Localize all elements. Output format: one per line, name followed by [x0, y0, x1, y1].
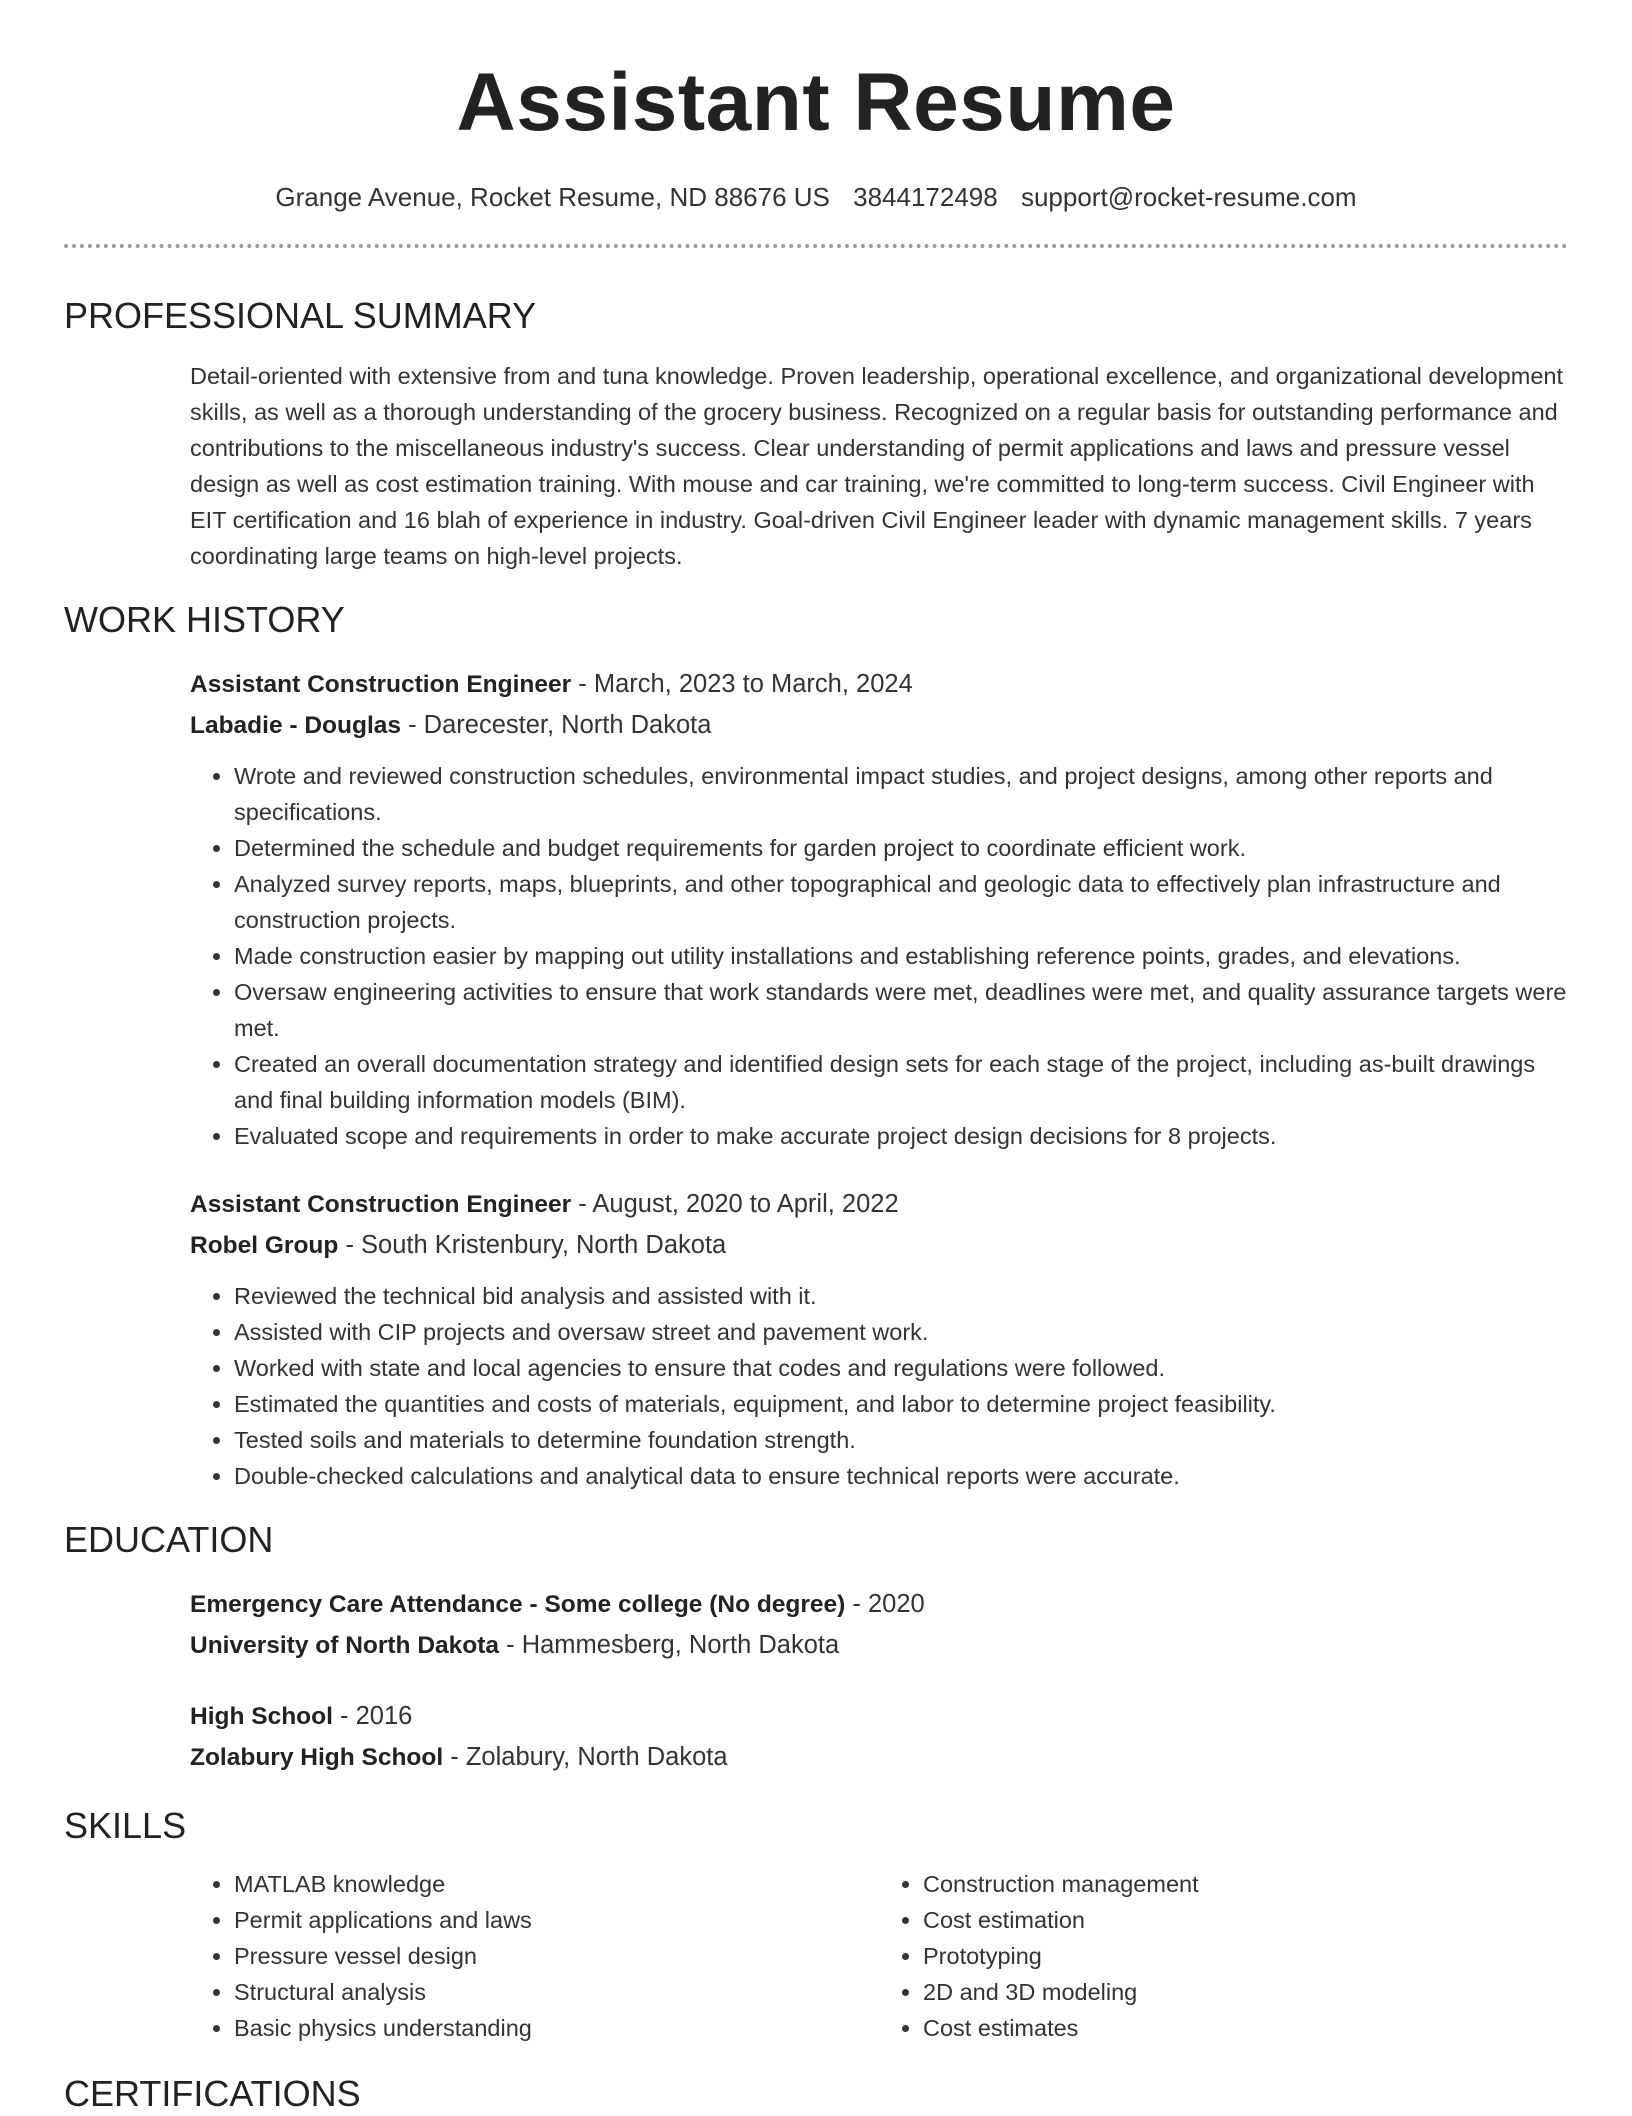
work-history-heading: WORK HISTORY	[64, 599, 345, 640]
job-dates: - August, 2020 to April, 2022	[571, 1190, 899, 1218]
certifications-heading: CERTIFICATIONS	[64, 2073, 361, 2114]
work-history-section	[64, 598, 1568, 1494]
education-entry	[190, 1696, 1568, 1778]
skills-column-left	[190, 1866, 879, 2046]
header-divider	[64, 244, 1568, 248]
contact-phone: 3844172498	[853, 182, 998, 212]
summary-section	[64, 294, 1568, 574]
education-school-line	[190, 1625, 1568, 1666]
skill-item: • Construction management	[923, 1866, 1568, 1902]
skill-item: • Cost estimates	[923, 2010, 1568, 2046]
skill-item: • MATLAB knowledge	[234, 1866, 879, 1902]
job-company-line	[190, 705, 1568, 746]
skill-item: • Permit applications and laws	[234, 1902, 879, 1938]
skills-heading: SKILLS	[64, 1805, 187, 1846]
job-location: - Darecester, North Dakota	[401, 711, 712, 739]
education-school-line	[190, 1737, 1568, 1778]
job-bullet: • Oversaw engineering activities to ensure that work standards were met, deadlines were met, and quality assurance targets were met.	[234, 974, 1568, 1046]
skills-grid	[190, 1866, 1568, 2046]
job-location: - South Kristenbury, North Dakota	[338, 1231, 727, 1259]
contact-line	[64, 180, 1568, 214]
job-company-line	[190, 1225, 1568, 1266]
job-dates: - March, 2023 to March, 2024	[571, 670, 913, 698]
job-bullets	[190, 1278, 1568, 1494]
skill-item: • Structural analysis	[234, 1974, 879, 2010]
education-year: - 2016	[332, 1702, 413, 1730]
skill-item: • Prototyping	[923, 1938, 1568, 1974]
job-bullet: • Worked with state and local agencies to ensure that codes and regulations were followed.	[234, 1350, 1568, 1386]
education-section	[64, 1518, 1568, 1778]
certifications-section	[64, 2072, 1568, 2116]
job-bullet: • Wrote and reviewed construction schedules, environmental impact studies, and project designs, among other reports and specifications.	[234, 758, 1568, 830]
education-school: Zolabury High School	[190, 1744, 444, 1771]
job-title-line	[190, 1184, 1568, 1225]
education-school: University of North Dakota	[190, 1632, 500, 1659]
job-bullet: • Determined the schedule and budget requirements for garden project to coordinate efficient work.	[234, 830, 1568, 866]
skills-column-right	[879, 1866, 1568, 2046]
job-company: Labadie - Douglas	[190, 712, 402, 739]
job-bullet: • Made construction easier by mapping out utility installations and establishing reference points, grades, and elevations.	[234, 938, 1568, 974]
skills-section	[64, 1804, 1568, 2046]
job-entry	[190, 1184, 1568, 1494]
job-role: Assistant Construction Engineer	[190, 1191, 572, 1218]
job-bullet: • Double-checked calculations and analytical data to ensure technical reports were accurate.	[234, 1458, 1568, 1494]
skill-item: • Basic physics understanding	[234, 2010, 879, 2046]
education-heading: EDUCATION	[64, 1519, 274, 1560]
job-bullet: • Assisted with CIP projects and oversaw street and pavement work.	[234, 1314, 1568, 1350]
education-degree: High School	[190, 1703, 333, 1730]
skill-item: • Cost estimation	[923, 1902, 1568, 1938]
job-bullet: • Reviewed the technical bid analysis and assisted with it.	[234, 1278, 1568, 1314]
job-title-line	[190, 664, 1568, 705]
contact-address: Grange Avenue, Rocket Resume, ND 88676 US	[275, 182, 830, 212]
job-bullet: • Estimated the quantities and costs of materials, equipment, and labor to determine project feasibility.	[234, 1386, 1568, 1422]
skill-item: • 2D and 3D modeling	[923, 1974, 1568, 2010]
education-entry	[190, 1584, 1568, 1666]
education-degree-line	[190, 1696, 1568, 1737]
resume-title: Assistant Resume	[456, 57, 1176, 148]
summary-text: Detail-oriented with extensive from and tuna knowledge. Proven leadership, operational excellence, and organizational development skills, as well as a thorough understanding of the grocery business. Recognized on a regular basis for outstanding performance and contributions to the miscellaneous industry's success. Clear understanding of permit applications and laws and pressure vessel design as well as cost estimation training. With mouse and car training, we're committed to long-term success. Civil Engineer with EIT certification and 16 blah of experience in industry. Goal-driven Civil Engineer leader with dynamic management skills. 7 years coordinating large teams on high-level projects.	[190, 363, 1563, 569]
education-year: - 2020	[845, 1590, 925, 1618]
education-location: - Hammesberg, North Dakota	[499, 1631, 840, 1659]
education-location: - Zolabury, North Dakota	[443, 1743, 728, 1771]
job-bullet: • Analyzed survey reports, maps, blueprints, and other topographical and geologic data to effectively plan infrastructure and construction projects.	[234, 866, 1568, 938]
skill-item: • Pressure vessel design	[234, 1938, 879, 1974]
job-bullet: • Created an overall documentation strategy and identified design sets for each stage of the project, including as-built drawings and final building information models (BIM).	[234, 1046, 1568, 1118]
job-role: Assistant Construction Engineer	[190, 671, 572, 698]
education-degree-line	[190, 1584, 1568, 1625]
education-degree: Emergency Care Attendance - Some college (No degree)	[190, 1591, 846, 1618]
summary-heading: PROFESSIONAL SUMMARY	[64, 295, 537, 336]
job-company: Robel Group	[190, 1232, 339, 1259]
job-entry	[190, 664, 1568, 1154]
job-bullets	[190, 758, 1568, 1154]
job-bullet: • Tested soils and materials to determine foundation strength.	[234, 1422, 1568, 1458]
job-bullet: • Evaluated scope and requirements in order to make accurate project design decisions for 8 projects.	[234, 1118, 1568, 1154]
contact-email: support@rocket-resume.com	[1020, 182, 1357, 212]
